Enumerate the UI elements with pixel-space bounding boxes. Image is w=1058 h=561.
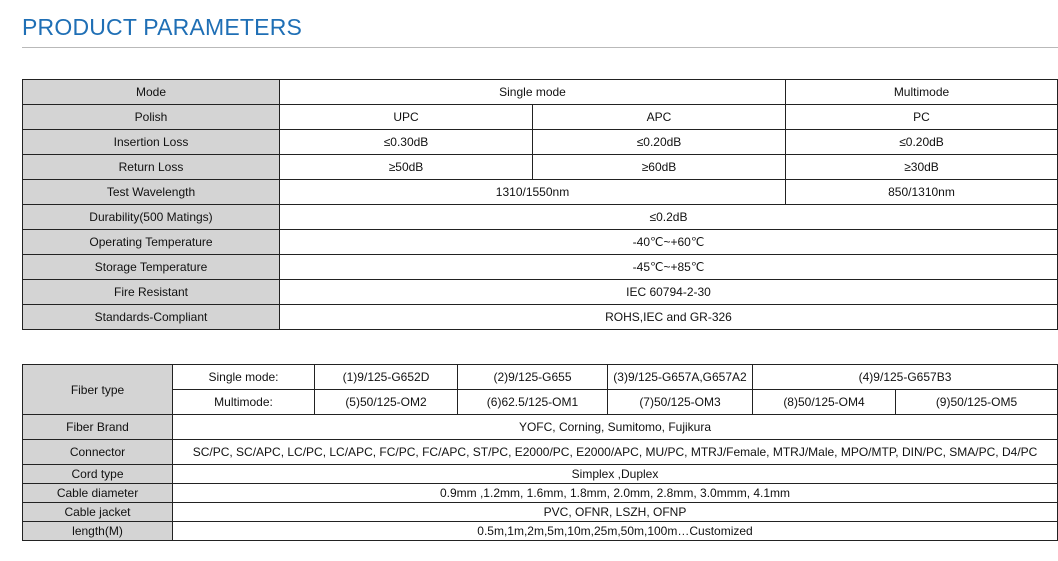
- fiber-option-5: (5)50/125-OM2: [315, 390, 458, 415]
- row-label-length: length(M): [23, 522, 173, 541]
- fiber-single-mode-label: Single mode:: [173, 365, 315, 390]
- table-row: [23, 440, 1058, 465]
- table-row: [23, 415, 1058, 440]
- product-parameters-table: [22, 79, 1058, 330]
- row-label-fire-resistant: Fire Resistant: [23, 280, 280, 305]
- fiber-specification-table: [22, 364, 1058, 541]
- table-row: [23, 105, 1058, 130]
- row-label-mode: Mode: [23, 80, 280, 105]
- table-row: [23, 205, 1058, 230]
- insertion-loss-upc-cell: ≤0.30dB: [280, 130, 533, 155]
- mode-multi-cell: Multimode: [786, 80, 1058, 105]
- table-row: [23, 484, 1058, 503]
- polish-apc-cell: APC: [533, 105, 786, 130]
- length-cell: 0.5m,1m,2m,5m,10m,25m,50m,100m…Customized: [173, 522, 1058, 541]
- row-label-cable-jacket: Cable jacket: [23, 503, 173, 522]
- insertion-loss-apc-cell: ≤0.20dB: [533, 130, 786, 155]
- row-label-cable-diameter: Cable diameter: [23, 484, 173, 503]
- fiber-option-4: (4)9/125-G657B3: [753, 365, 1058, 390]
- fiber-option-6: (6)62.5/125-OM1: [458, 390, 608, 415]
- table-row: [23, 255, 1058, 280]
- return-loss-apc-cell: ≥60dB: [533, 155, 786, 180]
- row-label-insertion-loss: Insertion Loss: [23, 130, 280, 155]
- table-row: [23, 305, 1058, 330]
- row-label-polish: Polish: [23, 105, 280, 130]
- row-label-durability: Durability(500 Matings): [23, 205, 280, 230]
- fiber-option-8: (8)50/125-OM4: [753, 390, 896, 415]
- connector-cell: SC/PC, SC/APC, LC/PC, LC/APC, FC/PC, FC/APC, ST/PC, E2000/PC, E2000/APC, MU/PC, MTRJ/Female, MTRJ/Male, MPO/MTP, DIN/PC, SMA/PC, D4/PC: [173, 440, 1058, 465]
- row-label-test-wavelength: Test Wavelength: [23, 180, 280, 205]
- operating-temperature-cell: -40℃~+60℃: [280, 230, 1058, 255]
- polish-upc-cell: UPC: [280, 105, 533, 130]
- fiber-option-1: (1)9/125-G652D: [315, 365, 458, 390]
- fiber-option-7: (7)50/125-OM3: [608, 390, 753, 415]
- cable-diameter-cell: 0.9mm ,1.2mm, 1.6mm, 1.8mm, 2.0mm, 2.8mm, 3.0mmm, 4.1mm: [173, 484, 1058, 503]
- fiber-brand-cell: YOFC, Corning, Sumitomo, Fujikura: [173, 415, 1058, 440]
- row-label-cord-type: Cord type: [23, 465, 173, 484]
- standards-compliant-cell: ROHS,IEC and GR-326: [280, 305, 1058, 330]
- row-label-fiber-brand: Fiber Brand: [23, 415, 173, 440]
- durability-cell: ≤0.2dB: [280, 205, 1058, 230]
- mode-single-cell: Single mode: [280, 80, 786, 105]
- table-row: [23, 522, 1058, 541]
- fiber-option-2: (2)9/125-G655: [458, 365, 608, 390]
- polish-pc-cell: PC: [786, 105, 1058, 130]
- table-row: [23, 180, 1058, 205]
- insertion-loss-pc-cell: ≤0.20dB: [786, 130, 1058, 155]
- table-row: [23, 130, 1058, 155]
- title-divider: [22, 47, 1058, 48]
- cord-type-cell: Simplex ,Duplex: [173, 465, 1058, 484]
- table-row: [23, 230, 1058, 255]
- table-row: [23, 280, 1058, 305]
- row-label-connector: Connector: [23, 440, 173, 465]
- row-label-standards-compliant: Standards-Compliant: [23, 305, 280, 330]
- page-title: PRODUCT PARAMETERS: [22, 14, 303, 40]
- table-row: [23, 365, 1058, 390]
- fiber-multimode-label: Multimode:: [173, 390, 315, 415]
- test-wavelength-single-cell: 1310/1550nm: [280, 180, 786, 205]
- table-row: [23, 155, 1058, 180]
- table-row: [23, 465, 1058, 484]
- fiber-option-9: (9)50/125-OM5: [896, 390, 1058, 415]
- fiber-option-3: (3)9/125-G657A,G657A2: [608, 365, 753, 390]
- storage-temperature-cell: -45℃~+85℃: [280, 255, 1058, 280]
- return-loss-upc-cell: ≥50dB: [280, 155, 533, 180]
- row-label-operating-temperature: Operating Temperature: [23, 230, 280, 255]
- table-row: [23, 503, 1058, 522]
- row-label-return-loss: Return Loss: [23, 155, 280, 180]
- row-label-storage-temperature: Storage Temperature: [23, 255, 280, 280]
- fire-resistant-cell: IEC 60794-2-30: [280, 280, 1058, 305]
- test-wavelength-multi-cell: 850/1310nm: [786, 180, 1058, 205]
- table-row: [23, 390, 1058, 415]
- row-label-fiber-type: Fiber type: [23, 365, 173, 415]
- cable-jacket-cell: PVC, OFNR, LSZH, OFNP: [173, 503, 1058, 522]
- return-loss-pc-cell: ≥30dB: [786, 155, 1058, 180]
- table-row: [23, 80, 1058, 105]
